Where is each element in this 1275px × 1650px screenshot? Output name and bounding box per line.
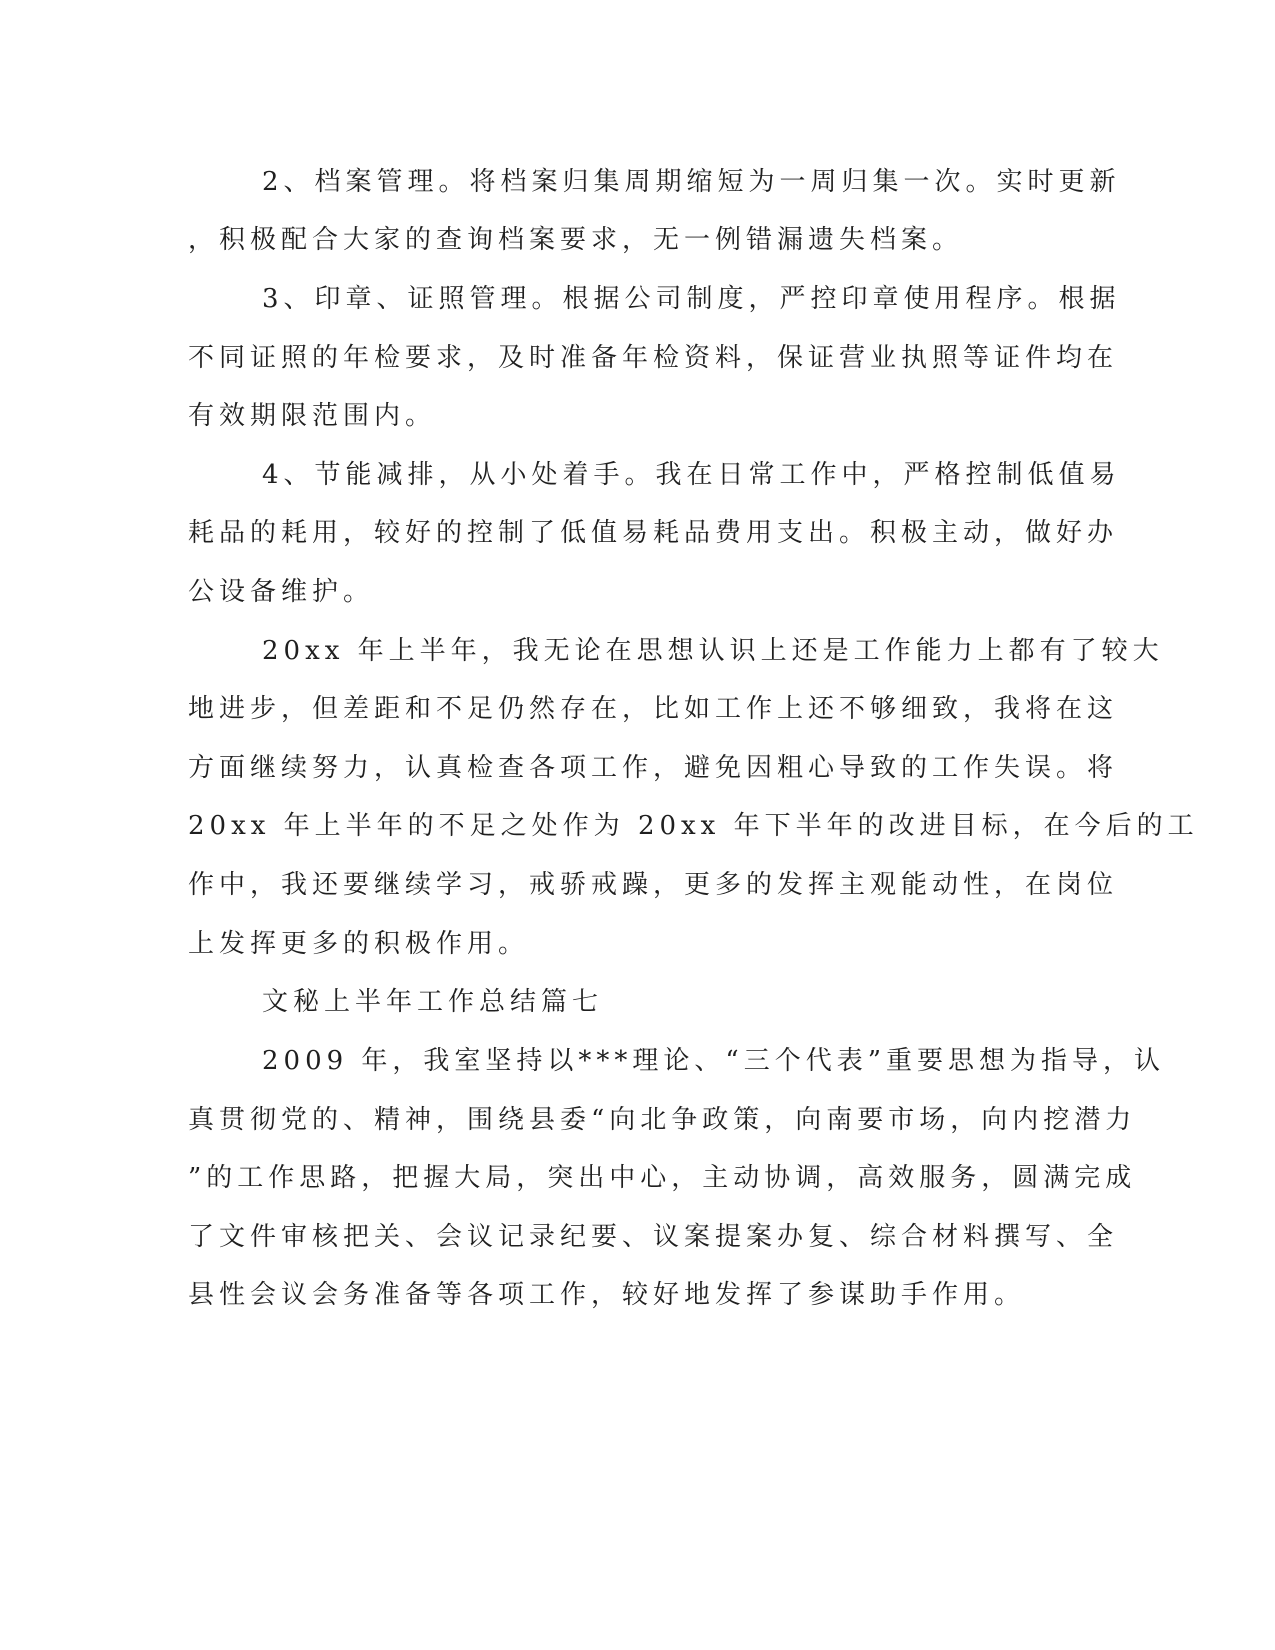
paragraph-summary-line-2: 地进步，但差距和不足仍然存在，比如工作上还不够细致，我将在这 [188, 694, 1119, 724]
paragraph-4-line-1: 4、节能减排，从小处着手。我在日常工作中，严格控制低值易 [262, 460, 1121, 490]
paragraph-2009-line-4: 了文件审核把关、会议记录纪要、议案提案办复、综合材料撰写、全 [188, 1222, 1119, 1252]
paragraph-4-line-3: 公设备维护。 [188, 577, 375, 607]
paragraph-summary-line-4: 20xx 年上半年的不足之处作为 20xx 年下半年的改进目标，在今后的工 [188, 811, 1199, 841]
paragraph-summary-line-6: 上发挥更多的积极作用。 [188, 929, 530, 959]
paragraph-2009-line-3: ”的工作思路，把握大局，突出中心，主动协调，高效服务，圆满完成 [188, 1163, 1137, 1193]
paragraph-2009-line-5: 县性会议会务准备等各项工作，较好地发挥了参谋助手作用。 [188, 1280, 1026, 1310]
paragraph-2-line-1: 2、档案管理。将档案归集周期缩短为一周归集一次。实时更新 [262, 167, 1121, 197]
paragraph-3-line-2: 不同证照的年检要求，及时准备年检资料，保证营业执照等证件均在 [188, 343, 1119, 373]
paragraph-summary-line-5: 作中，我还要继续学习，戒骄戒躁，更多的发挥主观能动性，在岗位 [188, 870, 1119, 900]
section-heading: 文秘上半年工作总结篇七 [262, 987, 604, 1017]
paragraph-3-line-3: 有效期限范围内。 [188, 401, 437, 431]
paragraph-summary-line-3: 方面继续努力，认真检查各项工作，避免因粗心导致的工作失误。将 [188, 753, 1119, 783]
paragraph-2-line-2: ，积极配合大家的查询档案要求，无一例错漏遗失档案。 [188, 225, 964, 255]
paragraph-2009-line-1: 2009 年，我室坚持以***理论、“三个代表”重要思想为指导，认 [262, 1046, 1166, 1076]
paragraph-4-line-2: 耗品的耗用，较好的控制了低值易耗品费用支出。积极主动，做好办 [188, 518, 1119, 548]
paragraph-2009-line-2: 真贯彻党的、精神，围绕县委“向北争政策，向南要市场，向内挖潜力 [188, 1105, 1137, 1135]
paragraph-3-line-1: 3、印章、证照管理。根据公司制度，严控印章使用程序。根据 [262, 284, 1121, 314]
paragraph-summary-line-1: 20xx 年上半年，我无论在思想认识上还是工作能力上都有了较大 [262, 636, 1164, 666]
